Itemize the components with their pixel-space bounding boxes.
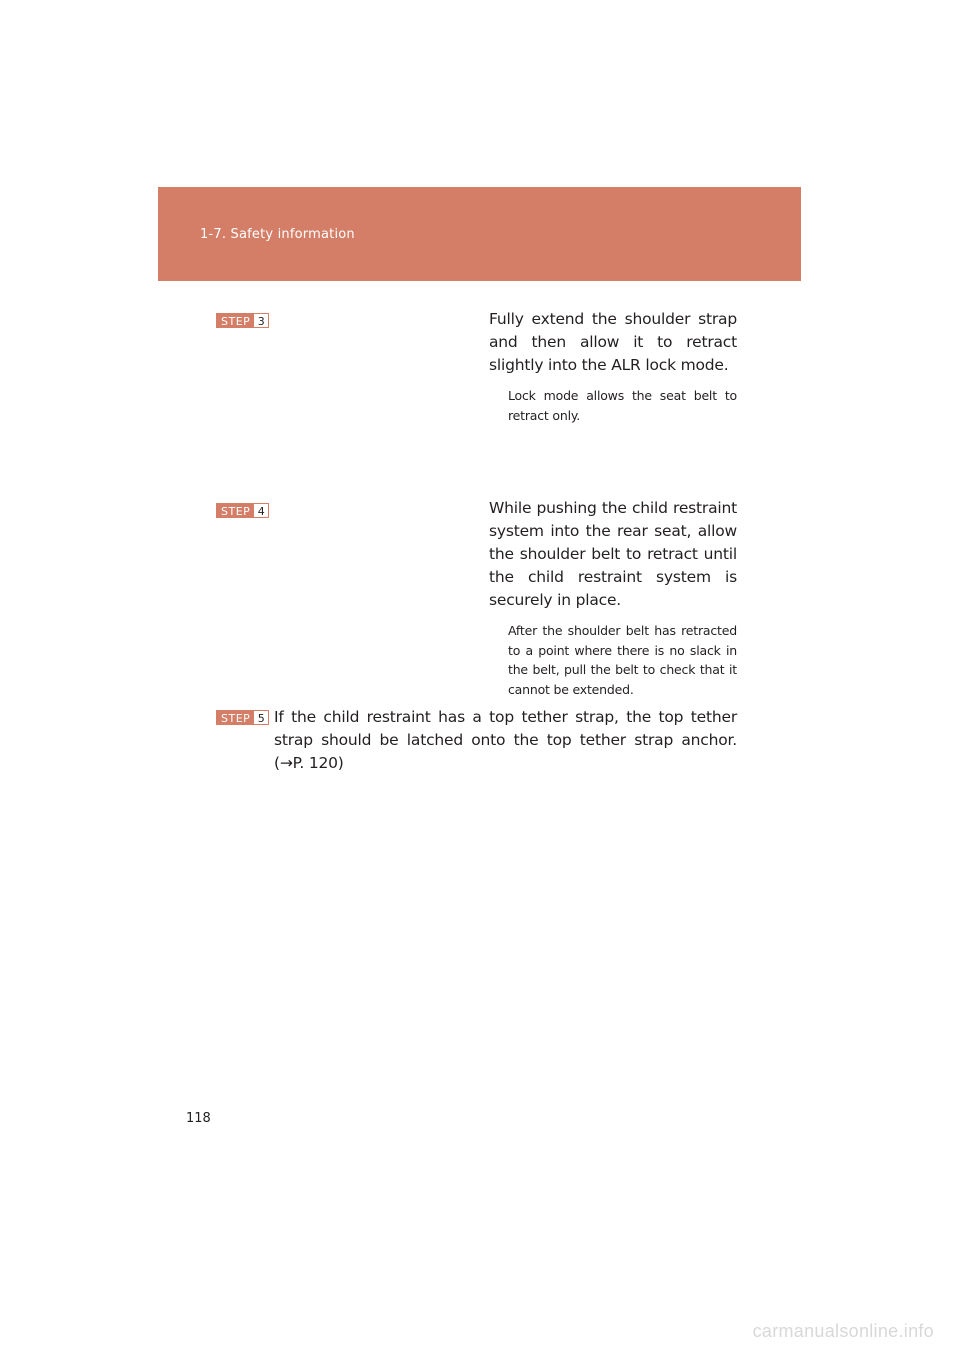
step-number: 3 [254,314,268,327]
step-5-text: If the child restraint has a top tether strap, the top tether strap should be latched onto the top tether strap anchor. (→P. 120) [274,708,737,772]
step-label: STEP [217,314,254,327]
step-3-text: Fully extend the shoulder strap and then allow it to retract slightly into the ALR lock mode. [489,310,737,374]
step-3-note: Lock mode allows the seat belt to retract only. [508,388,737,423]
step-4-note: After the shoulder belt has retracted to a point where there is no slack in the belt, pull the belt to check that it cannot be extended. [508,623,737,697]
step-4-badge [216,503,269,518]
step-5-badge [216,710,269,725]
step-label: STEP [217,504,254,517]
section-title: 1-7. Safety information [200,227,355,242]
step-label: STEP [217,711,254,724]
watermark: carmanualsonline.info [752,1321,934,1341]
section-header [158,187,801,281]
step-number: 5 [254,711,268,724]
step-3-badge [216,313,269,328]
step-4-text: While pushing the child restraint system into the rear seat, allow the shoulder belt to retract until the child restraint system is securely in place. [489,499,737,609]
page-number: 118 [186,1111,211,1126]
step-number: 4 [254,504,268,517]
